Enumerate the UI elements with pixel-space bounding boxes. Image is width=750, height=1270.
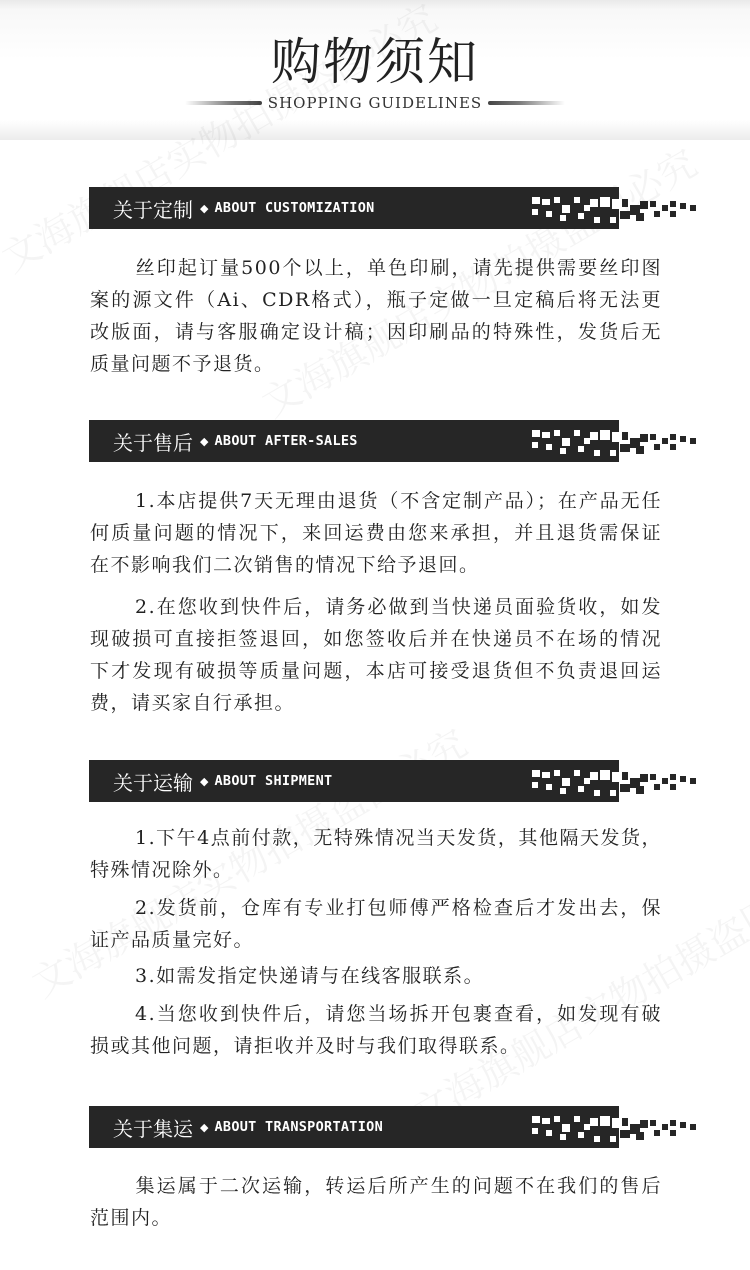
pixel-square bbox=[670, 1130, 676, 1136]
pixel-square bbox=[554, 1116, 560, 1122]
pixel-square bbox=[578, 1132, 584, 1138]
section-title-cn: 关于运输 bbox=[113, 770, 193, 795]
pixel-square bbox=[680, 203, 686, 209]
pixel-decoration bbox=[532, 187, 702, 229]
pixel-square bbox=[690, 205, 696, 211]
pixel-square bbox=[670, 1120, 676, 1126]
page-title: 购物须知 bbox=[271, 33, 479, 91]
pixel-square bbox=[670, 774, 676, 780]
pixel-square bbox=[574, 430, 580, 436]
pixel-square bbox=[532, 430, 540, 437]
section-paragraph: 3.如需发指定快递请与在线客服联系。 bbox=[135, 965, 485, 987]
pixel-square bbox=[670, 434, 676, 440]
pixel-square bbox=[612, 432, 622, 442]
pixel-square bbox=[640, 201, 648, 209]
pixel-square bbox=[636, 1132, 644, 1140]
pixel-square bbox=[670, 444, 676, 450]
pixel-square bbox=[574, 770, 580, 776]
pixel-square bbox=[600, 1116, 610, 1126]
pixel-square bbox=[680, 1122, 686, 1128]
pixel-square bbox=[554, 197, 560, 203]
pixel-square bbox=[546, 444, 552, 450]
pixel-square bbox=[594, 217, 600, 223]
pixel-square bbox=[654, 784, 660, 790]
pixel-square bbox=[612, 199, 622, 209]
pixel-square bbox=[670, 211, 676, 217]
pixel-square bbox=[650, 1120, 656, 1126]
pixel-square bbox=[554, 430, 560, 436]
section-paragraph: 集运属于二次运输，转运后所产生的问题不在我们的售后范围内。 bbox=[90, 1175, 662, 1229]
pixel-square bbox=[578, 213, 584, 219]
page-subtitle-row bbox=[185, 92, 565, 114]
pixel-square bbox=[590, 199, 598, 207]
section-paragraph: 1.本店提供7天无理由退货（不含定制产品）；在产品无任何质量问题的情况下，来回运费由您来承担，并且退货需保证在不影响我们二次销售的情况下给予退回。 bbox=[90, 490, 662, 576]
pixel-square bbox=[542, 199, 550, 205]
pixel-square bbox=[670, 784, 676, 790]
pixel-square bbox=[650, 774, 656, 780]
pixel-square bbox=[680, 436, 686, 442]
pixel-square bbox=[584, 778, 590, 784]
section-paragraph: 丝印起订量500个以上，单色印刷，请先提供需要丝印图案的源文件（Ai、CDR格式），瓶子定做一旦定稿后将无法更改版面，请与客服确定设计稿；因印刷品的特殊性，发货后无质量问题不予退货。 bbox=[90, 257, 662, 375]
pixel-square bbox=[584, 1124, 590, 1130]
pixel-decoration bbox=[532, 420, 702, 462]
pixel-square bbox=[560, 788, 566, 794]
pixel-square bbox=[532, 1116, 540, 1123]
section-title-cn: 关于售后 bbox=[113, 430, 193, 455]
section-title-en: ABOUT AFTER-SALES bbox=[214, 433, 358, 449]
pixel-square bbox=[594, 790, 600, 796]
pixel-square bbox=[622, 772, 628, 780]
pixel-square bbox=[562, 778, 570, 786]
pixel-square bbox=[636, 213, 644, 221]
pixel-square bbox=[622, 432, 628, 440]
pixel-square bbox=[590, 772, 598, 780]
pixel-square bbox=[620, 1130, 630, 1138]
pixel-square bbox=[662, 438, 668, 444]
pixel-square bbox=[542, 1118, 550, 1124]
pixel-square bbox=[610, 450, 616, 456]
section-title-en: ABOUT SHIPMENT bbox=[214, 773, 333, 789]
pixel-square bbox=[662, 205, 668, 211]
pixel-square bbox=[600, 770, 610, 780]
pixel-square bbox=[610, 217, 616, 223]
pixel-square bbox=[584, 205, 590, 211]
pixel-square bbox=[562, 1124, 570, 1132]
pixel-square bbox=[612, 1118, 622, 1128]
pixel-square bbox=[650, 434, 656, 440]
pixel-decoration bbox=[532, 1106, 702, 1148]
divider-right bbox=[488, 101, 565, 105]
pixel-square bbox=[546, 784, 552, 790]
pixel-square bbox=[690, 438, 696, 444]
pixel-square bbox=[680, 776, 686, 782]
pixel-square bbox=[562, 438, 570, 446]
pixel-square bbox=[532, 209, 538, 215]
pixel-square bbox=[578, 446, 584, 452]
diamond-icon: ◆ bbox=[200, 1120, 209, 1134]
section-title-en: ABOUT TRANSPORTATION bbox=[214, 1119, 384, 1135]
pixel-square bbox=[560, 448, 566, 454]
pixel-square bbox=[610, 790, 616, 796]
pixel-square bbox=[574, 197, 580, 203]
pixel-square bbox=[546, 211, 552, 217]
pixel-square bbox=[554, 770, 560, 776]
pixel-square bbox=[594, 1136, 600, 1142]
pixel-square bbox=[622, 1118, 628, 1126]
pixel-square bbox=[636, 446, 644, 454]
section-title-cn: 关于集运 bbox=[113, 1116, 193, 1141]
pixel-square bbox=[600, 197, 610, 207]
pixel-square bbox=[654, 1130, 660, 1136]
pixel-square bbox=[612, 772, 622, 782]
section-paragraph: 2.发货前，仓库有专业打包师傅严格检查后才发出去，保证产品质量完好。 bbox=[90, 897, 662, 951]
pixel-square bbox=[620, 211, 630, 219]
pixel-square bbox=[622, 199, 628, 207]
pixel-square bbox=[542, 432, 550, 438]
pixel-square bbox=[532, 770, 540, 777]
pixel-square bbox=[542, 772, 550, 778]
divider-left bbox=[185, 101, 262, 105]
section-paragraph: 2.在您收到快件后，请务必做到当快递员面验货收，如发现破损可直接拒签退回，如您签收后并在快递员不在场的情况下才发现有破损等质量问题，本店可接受退货但不负责退回运费，请买家自行承担。 bbox=[90, 596, 662, 714]
section-paragraph: 1.下午4点前付款，无特殊情况当天发货，其他隔天发货，特殊情况除外。 bbox=[90, 827, 662, 881]
pixel-square bbox=[532, 442, 538, 448]
pixel-square bbox=[650, 201, 656, 207]
pixel-square bbox=[662, 1124, 668, 1130]
pixel-square bbox=[620, 784, 630, 792]
pixel-square bbox=[562, 205, 570, 213]
pixel-square bbox=[600, 430, 610, 440]
section-title-en: ABOUT CUSTOMIZATION bbox=[214, 200, 375, 216]
pixel-square bbox=[590, 432, 598, 440]
pixel-square bbox=[670, 201, 676, 207]
pixel-square bbox=[640, 434, 648, 442]
diamond-icon: ◆ bbox=[200, 201, 209, 215]
pixel-square bbox=[578, 786, 584, 792]
pixel-square bbox=[690, 778, 696, 784]
pixel-square bbox=[654, 211, 660, 217]
pixel-square bbox=[560, 215, 566, 221]
diamond-icon: ◆ bbox=[200, 774, 209, 788]
page-subtitle: SHOPPING GUIDELINES bbox=[267, 94, 483, 112]
pixel-square bbox=[662, 778, 668, 784]
pixel-square bbox=[532, 197, 540, 204]
section-paragraph: 4.当您收到快件后，请您当场拆开包裹查看，如发现有破损或其他问题，请拒收并及时与我们取得联系。 bbox=[90, 1003, 662, 1057]
pixel-square bbox=[532, 1128, 538, 1134]
diamond-icon: ◆ bbox=[200, 434, 209, 448]
pixel-square bbox=[546, 1130, 552, 1136]
pixel-square bbox=[640, 1120, 648, 1128]
pixel-square bbox=[636, 786, 644, 794]
pixel-square bbox=[574, 1116, 580, 1122]
pixel-square bbox=[590, 1118, 598, 1126]
pixel-square bbox=[594, 450, 600, 456]
section-title-cn: 关于定制 bbox=[113, 197, 193, 222]
pixel-square bbox=[654, 444, 660, 450]
pixel-square bbox=[610, 1136, 616, 1142]
pixel-decoration bbox=[532, 760, 702, 802]
pixel-square bbox=[640, 774, 648, 782]
pixel-square bbox=[532, 782, 538, 788]
pixel-square bbox=[584, 438, 590, 444]
pixel-square bbox=[560, 1134, 566, 1140]
pixel-square bbox=[690, 1124, 696, 1130]
pixel-square bbox=[620, 444, 630, 452]
